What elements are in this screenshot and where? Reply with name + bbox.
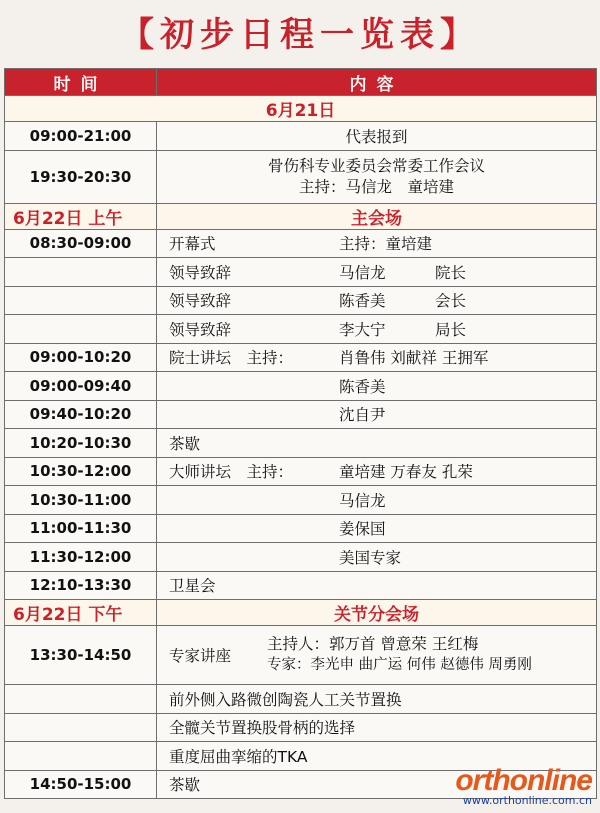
item-label: 领导致辞 <box>169 320 232 339</box>
time-cell: 11:00-11:30 <box>5 514 157 543</box>
time-cell: 10:20-10:30 <box>5 429 157 458</box>
table-row <box>5 286 597 315</box>
table-row <box>5 543 597 572</box>
content-cell <box>157 315 597 344</box>
speaker-name: 姜保国 <box>339 520 386 539</box>
table-row <box>5 713 597 742</box>
time-cell: 09:00-21:00 <box>5 122 157 151</box>
content-cell: 茶歇 <box>157 770 597 799</box>
item-label: 领导致辞 <box>169 263 232 282</box>
time-cell: 19:30-20:30 <box>5 150 157 203</box>
table-row <box>5 229 597 258</box>
table-row <box>5 514 597 543</box>
content-cell: 卫星会 <box>157 571 597 600</box>
time-cell <box>5 286 157 315</box>
time-cell: 13:30-14:50 <box>5 626 157 685</box>
content-cell: 全髋关节置换股骨柄的选择 <box>157 713 597 742</box>
content-cell: 前外侧入路微创陶瓷人工关节置换 <box>157 685 597 714</box>
time-cell <box>5 685 157 714</box>
content-cell <box>157 486 597 515</box>
table-row <box>5 258 597 287</box>
venue-label: 主会场 <box>157 203 597 229</box>
time-cell <box>5 315 157 344</box>
time-cell <box>5 713 157 742</box>
speaker-name: 陈香美 <box>339 292 386 311</box>
time-cell: 10:30-11:00 <box>5 486 157 515</box>
speaker-name: 美国专家 <box>339 548 402 567</box>
item-detail: 肖鲁伟 刘献祥 王拥军 <box>339 349 489 368</box>
watermark-logo: orthonline <box>455 764 592 797</box>
time-cell: 12:10-13:30 <box>5 571 157 600</box>
table-header <box>5 69 597 96</box>
time-cell <box>5 258 157 287</box>
time-cell: 10:30-12:00 <box>5 457 157 486</box>
table-row <box>5 685 597 714</box>
table-row <box>5 571 597 600</box>
time-cell: 08:30-09:00 <box>5 229 157 258</box>
table-row <box>5 122 597 151</box>
speaker-name: 马信龙 <box>339 263 386 282</box>
content-cell <box>157 258 597 287</box>
time-cell: 09:00-10:20 <box>5 343 157 372</box>
session-label: 6月22日 下午 <box>5 600 157 626</box>
item-detail: 童培建 万春友 孔荣 <box>339 463 473 482</box>
speaker-name: 陈香美 <box>339 377 386 396</box>
content-cell <box>157 372 597 401</box>
content-cell <box>157 514 597 543</box>
header-content: 内容 <box>157 69 597 96</box>
section-row <box>5 203 597 229</box>
item-label: 专家讲座 <box>169 647 232 665</box>
watermark-url: www.orthonline.com.cn <box>462 794 592 807</box>
speaker-name: 沈自尹 <box>339 406 386 425</box>
moderators: 主持人：郭万首 曾意荣 王红梅 <box>267 635 479 653</box>
table-row <box>5 486 597 515</box>
content-cell <box>157 150 597 203</box>
content-cell: 茶歇 <box>157 429 597 458</box>
speaker-name: 马信龙 <box>339 491 386 510</box>
content-cell <box>157 286 597 315</box>
table-row <box>5 315 597 344</box>
content-cell <box>157 626 597 685</box>
time-cell: 14:50-15:00 <box>5 770 157 799</box>
table-row <box>5 626 597 685</box>
section-row <box>5 600 597 626</box>
content-line: 骨伤科专业委员会常委工作会议 <box>267 156 485 175</box>
time-cell <box>5 742 157 771</box>
item-label: 开幕式 <box>169 235 216 254</box>
table-row <box>5 400 597 429</box>
section-row <box>5 96 597 122</box>
watermark <box>455 764 592 807</box>
table-row <box>5 150 597 203</box>
session-label: 6月22日 上午 <box>5 203 157 229</box>
speaker-title: 院长 <box>435 263 467 282</box>
page-title: 【初步日程一览表】 <box>120 14 480 55</box>
table-row <box>5 372 597 401</box>
item-label: 领导致辞 <box>169 292 232 311</box>
time-cell: 09:00-09:40 <box>5 372 157 401</box>
item-label: 院士讲坛 主持： <box>169 349 294 368</box>
speaker-name: 李大宁 <box>339 320 386 339</box>
time-cell: 09:40-10:20 <box>5 400 157 429</box>
table-row <box>5 429 597 458</box>
content-cell: 重度屈曲挛缩的TKA <box>157 742 597 771</box>
header-time: 时间 <box>5 69 157 96</box>
item-label: 大师讲坛 主持： <box>169 463 294 482</box>
content-cell <box>157 229 597 258</box>
speaker-title: 局长 <box>435 320 467 339</box>
time-cell: 11:30-12:00 <box>5 543 157 572</box>
table-row <box>5 457 597 486</box>
schedule-table <box>4 68 597 799</box>
date-label: 6月21日 <box>5 96 597 122</box>
content-cell <box>157 543 597 572</box>
content-cell <box>157 343 597 372</box>
content-line: 主持：马信龙 童培建 <box>298 177 454 196</box>
venue-label: 关节分会场 <box>157 600 597 626</box>
content-cell: 代表报到 <box>157 122 597 151</box>
item-detail: 主持：童培建 <box>339 235 433 254</box>
content-cell <box>157 457 597 486</box>
speaker-title: 会长 <box>435 292 467 311</box>
table-row <box>5 343 597 372</box>
content-cell <box>157 400 597 429</box>
experts: 专家：李光申 曲广运 何伟 赵德伟 周勇刚 <box>267 657 532 673</box>
